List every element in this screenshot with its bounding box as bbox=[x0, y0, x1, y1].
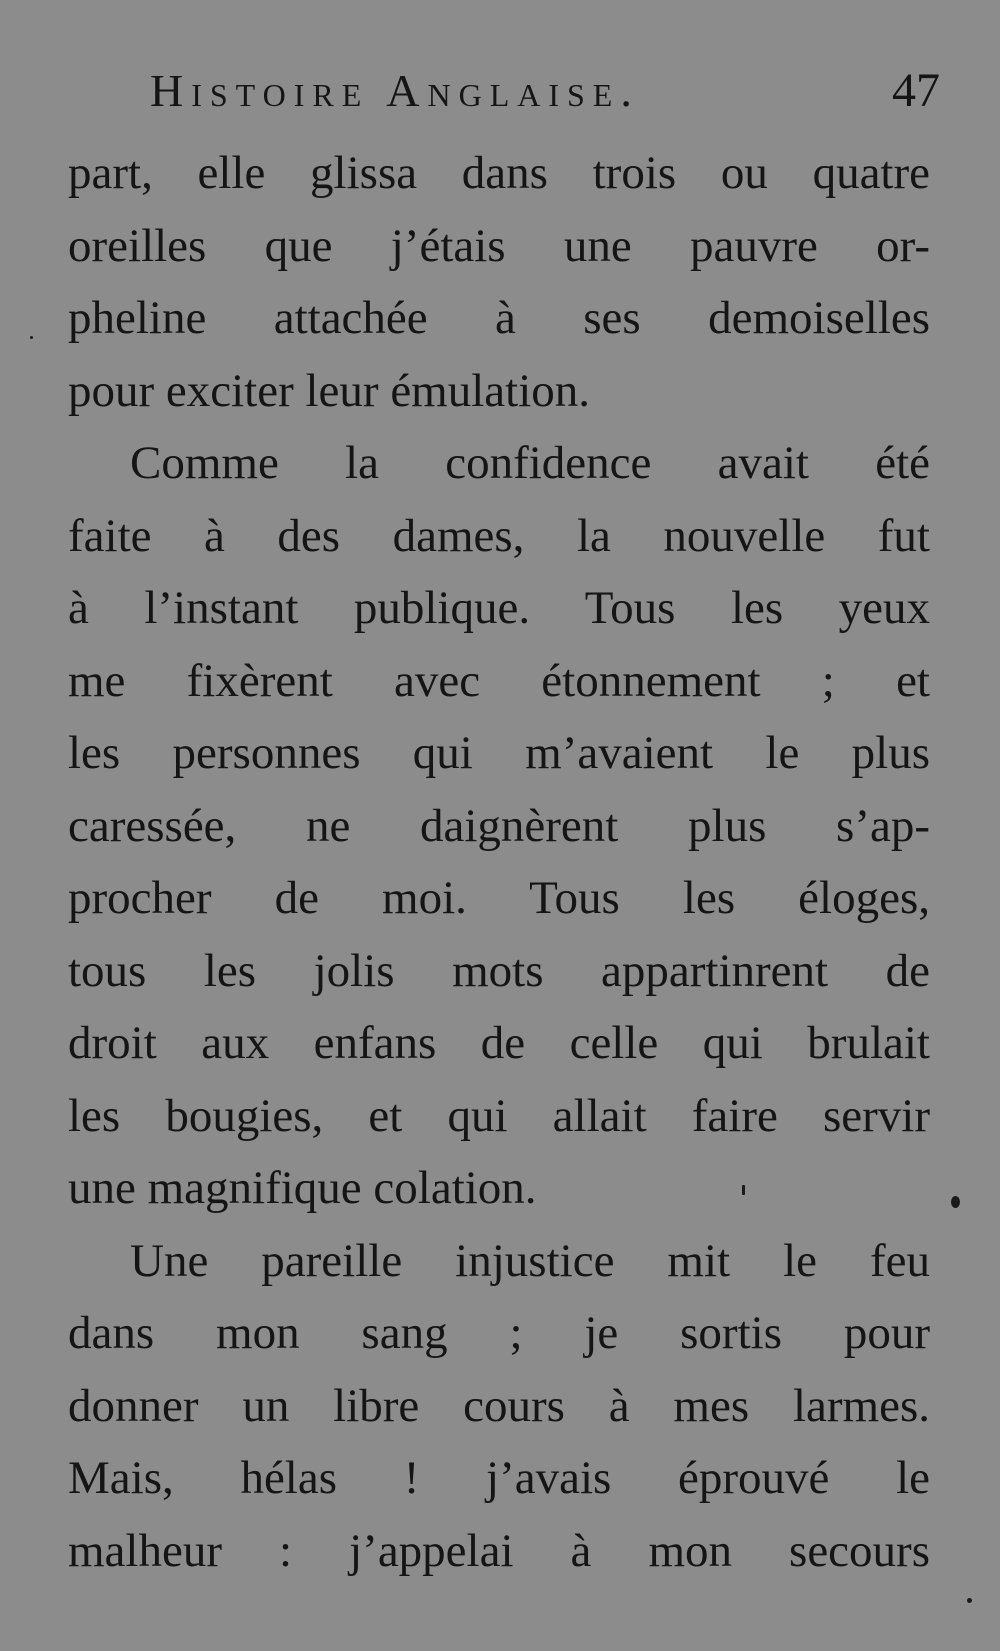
ink-speck bbox=[951, 1196, 960, 1208]
text-line: une magnifique colation. bbox=[68, 1162, 537, 1214]
text-line: faite à des dames, la nouvelle fut bbox=[68, 509, 930, 562]
text-line: à l’instant publique. Tous les yeux bbox=[68, 582, 930, 634]
text-line: les personnes qui m’avaient le plus bbox=[68, 727, 930, 779]
text-line: malheur : j’appelai à mon secours bbox=[68, 1524, 930, 1577]
text-line: pour exciter leur émulation. bbox=[68, 364, 591, 417]
text-line: oreilles que j’étais une pauvre or- bbox=[68, 219, 930, 272]
text-line: caressée, ne daignèrent plus s’ap- bbox=[68, 799, 930, 852]
page-number: 47 bbox=[892, 64, 940, 117]
text-line: me fixèrent avec étonnement ; et bbox=[68, 654, 930, 707]
text-line: part, elle glissa dans trois ou quatre bbox=[68, 147, 930, 199]
text-line: dans mon sang ; je sortis pour bbox=[68, 1307, 930, 1359]
text-line: droit aux enfans de celle qui brulait bbox=[68, 1017, 930, 1069]
text-line: donner un libre cours à mes larmes. bbox=[68, 1379, 930, 1432]
paragraph-start-line: Une pareille injustice mit le feu bbox=[130, 1234, 930, 1287]
ink-speck bbox=[967, 1598, 972, 1603]
paragraph-start-line: Comme la confidence avait été bbox=[130, 437, 930, 489]
text-line: les bougies, et qui allait faire servir bbox=[68, 1089, 930, 1142]
text-line: Mais, hélas ! j’avais éprouvé le bbox=[68, 1452, 930, 1504]
text-line: procher de moi. Tous les éloges, bbox=[68, 872, 930, 924]
ink-speck bbox=[742, 1185, 745, 1195]
text-line: pheline attachée à ses demoiselles bbox=[68, 292, 930, 344]
running-head bbox=[150, 56, 940, 126]
running-title: Histoire Anglaise. bbox=[150, 65, 640, 116]
body-text bbox=[68, 137, 930, 1587]
text-line: tous les jolis mots appartinrent de bbox=[68, 944, 930, 997]
ink-speck bbox=[30, 336, 33, 339]
